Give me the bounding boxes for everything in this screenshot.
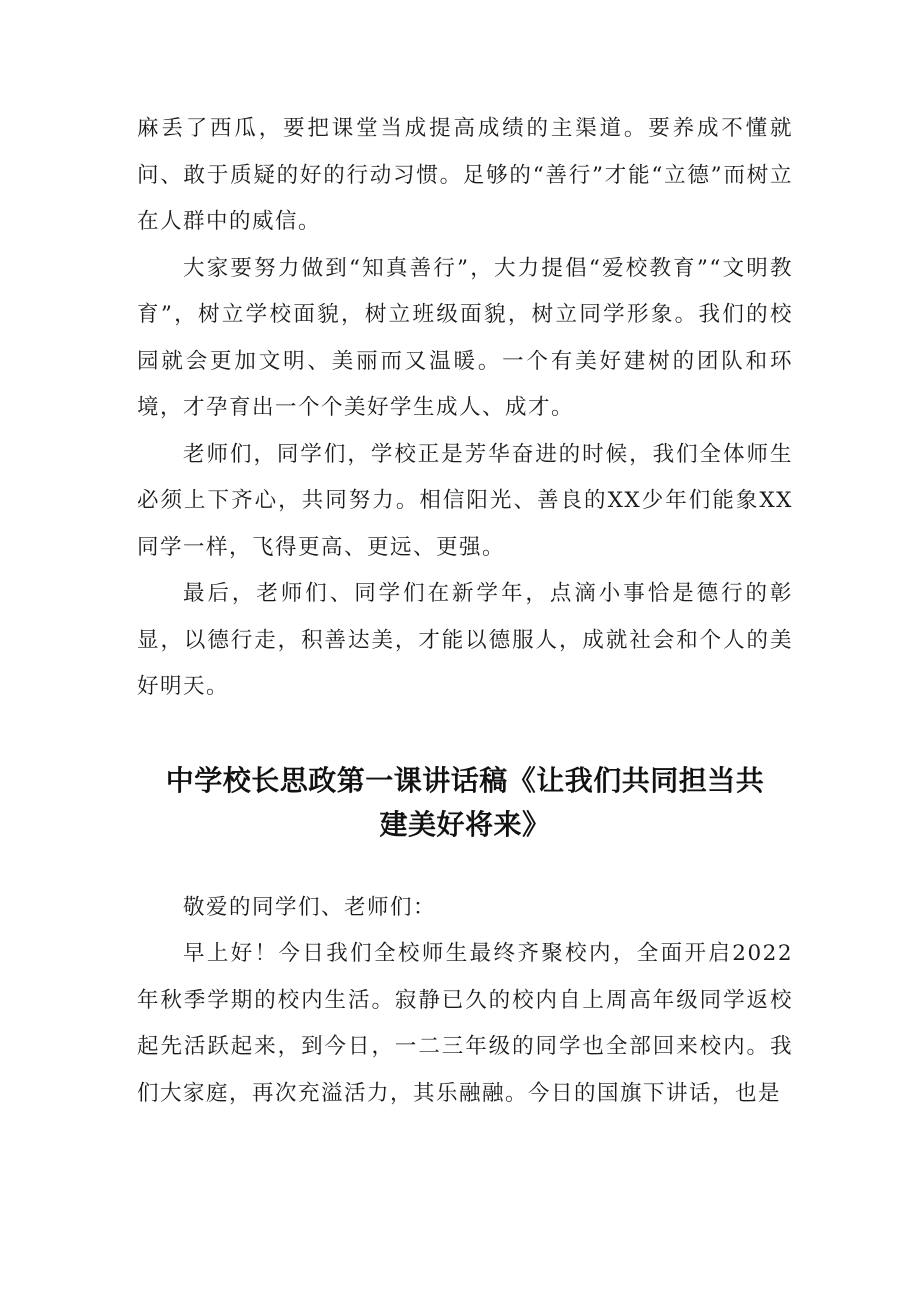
paragraph-teachers-students: 老师们，同学们，学校正是芳华奋进的时候，我们全体师生必须上下齐心，共同努力。相信阳光、善良的XX少年们能象XX同学一样，飞得更高、更远、更强。 (137, 441, 793, 560)
paragraph-opening: 早上好！今日我们全校师生最终齐聚校内，全面开启2022年秋季学期的校内生活。寂静已久的校内自上周高年级同学返校起先活跃起来，到今日，一二三年级的同学也全部回来校内。我们大家庭，再次充溢活力，其乐融融。今日的国旗下讲话，也是 (137, 941, 793, 1106)
paragraph-continuation: 麻丢了西瓜，要把课堂当成提高成绩的主渠道。要养成不懂就问、敢于质疑的好的行动习惯。足够的“善行”才能“立德”而树立在人群中的威信。 (137, 116, 793, 234)
speech-title-line2: 建美好将来》 (379, 807, 551, 841)
document-page (137, 106, 793, 1117)
paragraph-salutation: 敬爱的同学们、老师们： (183, 894, 437, 920)
speech-title (137, 759, 793, 847)
paragraph-zhizhen-shanxing: 大家要努力做到“知真善行”，大力提倡“爱校教育”“文明教育”，树立学校面貌，树立班级面貌，树立同学形象。我们的校园就会更加文明、美丽而又温暖。一个有美好建树的团队和环境，才孕育出一个个美好学生成人、成才。 (137, 255, 793, 420)
title-spacer (137, 847, 793, 885)
speech-title-line1: 中学校长思政第一课讲话稿《让我们共同担当共 (165, 763, 765, 797)
paragraph-closing: 最后，老师们、同学们在新学年，点滴小事恰是德行的彰显，以德行走，积善达美，才能以德服人，成就社会和个人的美好明天。 (137, 581, 793, 699)
